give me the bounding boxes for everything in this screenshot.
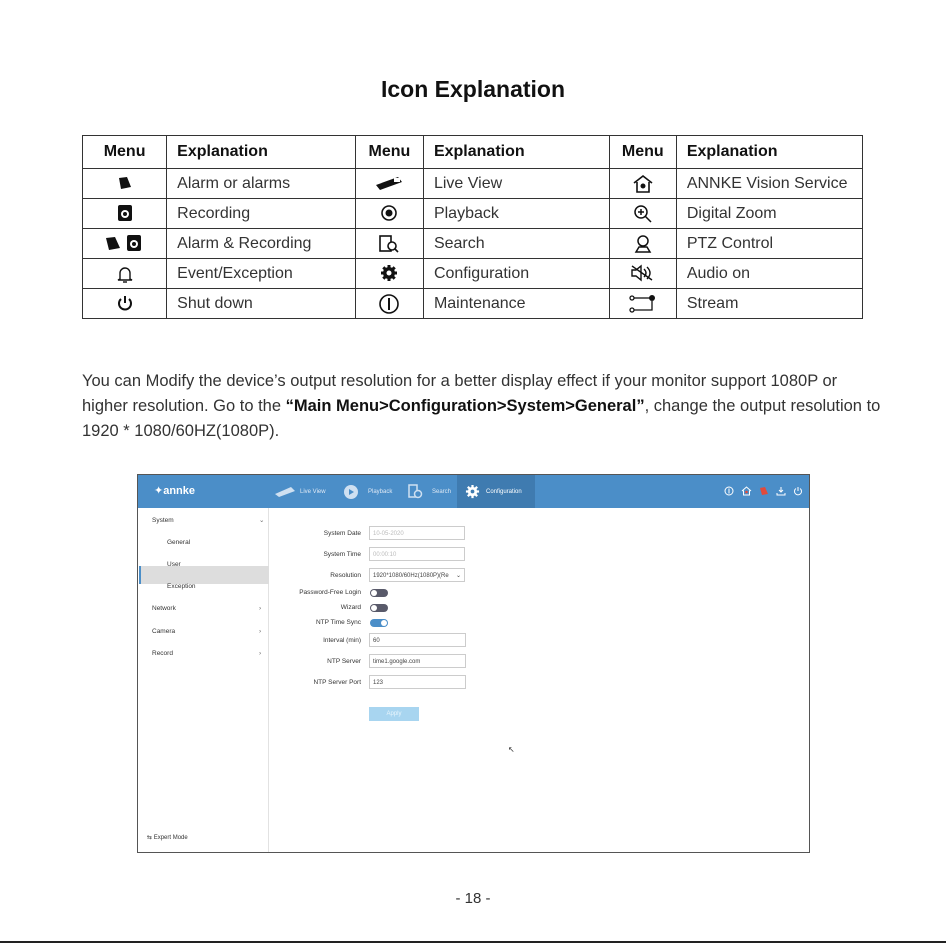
bell-alarm-icon xyxy=(83,169,167,199)
table-cell: Stream xyxy=(676,289,862,319)
maintenance-icon xyxy=(355,289,423,319)
mouse-cursor-icon: ↖ xyxy=(508,745,515,754)
header-explanation: Explanation xyxy=(167,136,356,169)
sidebar-item-network[interactable]: Network xyxy=(152,605,176,612)
paragraph-text: You can Modify the device’s output resolution for a better display effect if your monitor support 1080P or higher resolution. Go to the xyxy=(82,372,838,415)
power-icon xyxy=(83,289,167,319)
table-cell: Playback xyxy=(423,199,609,229)
ntp-time-sync-toggle[interactable] xyxy=(370,619,388,627)
home-service-icon xyxy=(609,169,676,199)
ptz-person-icon xyxy=(609,229,676,259)
resolution-value: 1920*1080/60Hz(1080P)(Re xyxy=(373,573,449,579)
sidebar-item-exception[interactable]: Exception xyxy=(167,583,196,590)
table-row xyxy=(83,229,863,259)
chevron-right-icon: › xyxy=(259,628,262,635)
table-cell: Event/Exception xyxy=(167,259,356,289)
page-number: - 18 - xyxy=(455,890,491,907)
camera-live-view-icon xyxy=(355,169,423,199)
instruction-paragraph xyxy=(82,369,882,444)
system-time-label: System Time xyxy=(323,551,361,558)
table-cell: PTZ Control xyxy=(676,229,862,259)
sidebar-item-record[interactable]: Record xyxy=(152,650,173,657)
stream-icon xyxy=(609,289,676,319)
ntp-time-sync-label: NTP Time Sync xyxy=(315,619,361,626)
interval-label: Interval (min) xyxy=(323,637,361,644)
header-explanation: Explanation xyxy=(423,136,609,169)
bottom-rule xyxy=(0,941,946,943)
table-cell: Alarm & Recording xyxy=(167,229,356,259)
gear-icon xyxy=(355,259,423,289)
password-free-login-toggle[interactable] xyxy=(370,589,388,597)
sidebar-item-user[interactable]: User xyxy=(167,561,181,568)
ntp-server-port-label: NTP Server Port xyxy=(313,679,361,686)
header-menu: Menu xyxy=(609,136,676,169)
resolution-select[interactable] xyxy=(369,568,465,582)
table-cell: Audio on xyxy=(676,259,862,289)
nav-label: Live View xyxy=(300,488,326,495)
table-cell: Live View xyxy=(423,169,609,199)
ntp-server-input[interactable]: time1.google.com xyxy=(369,654,466,668)
table-cell: Alarm or alarms xyxy=(167,169,356,199)
chevron-right-icon: › xyxy=(259,650,262,657)
event-bell-icon xyxy=(83,259,167,289)
table-cell: ANNKE Vision Service xyxy=(676,169,862,199)
chevron-down-icon: ⌄ xyxy=(259,517,265,524)
table-cell: Search xyxy=(423,229,609,259)
wizard-label: Wizard xyxy=(340,604,361,611)
expert-mode-label: Expert Mode xyxy=(153,835,188,841)
table-row xyxy=(83,289,863,319)
chevron-down-icon: ⌄ xyxy=(455,573,461,579)
ntp-server-label: NTP Server xyxy=(327,658,361,665)
table-cell: Maintenance xyxy=(423,289,609,319)
wizard-toggle[interactable] xyxy=(370,604,388,612)
nav-label: Playback xyxy=(368,488,393,495)
playback-icon xyxy=(355,199,423,229)
alarm-recording-icon xyxy=(83,229,167,259)
sidebar-item-general[interactable]: General xyxy=(167,539,191,546)
search-file-icon xyxy=(355,229,423,259)
recording-icon xyxy=(83,199,167,229)
table-cell: Recording xyxy=(167,199,356,229)
paragraph-text: , change the output resolution to 1920 * 1080/60HZ(1080P). xyxy=(82,397,881,440)
header-menu: Menu xyxy=(83,136,167,169)
menu-path: “Main Menu>Configuration>System>General” xyxy=(285,397,645,415)
nav-label: Configuration xyxy=(486,488,522,495)
table-cell: Configuration xyxy=(423,259,609,289)
icon-explanation-table xyxy=(82,135,863,319)
password-free-login-label: Password-Free Login xyxy=(299,589,361,596)
system-time-field[interactable]: 00:00:10 xyxy=(369,547,465,561)
sidebar-item-camera[interactable]: Camera xyxy=(152,628,176,635)
resolution-label: Resolution xyxy=(330,572,361,579)
ntp-server-port-input[interactable]: 123 xyxy=(369,675,466,689)
system-date-field[interactable]: 10-05-2020 xyxy=(369,526,465,540)
page-title: Icon Explanation xyxy=(380,76,566,102)
table-row xyxy=(83,259,863,289)
table-row xyxy=(83,199,863,229)
configuration-screenshot xyxy=(137,474,810,853)
sidebar-item-system[interactable]: System xyxy=(152,517,174,524)
header-menu: Menu xyxy=(355,136,423,169)
table-cell: Digital Zoom xyxy=(676,199,862,229)
general-settings-form xyxy=(138,475,809,852)
chevron-right-icon: › xyxy=(259,605,262,612)
interval-input[interactable]: 60 xyxy=(369,633,466,647)
expert-mode-toggle[interactable]: ⇆ Expert Mode xyxy=(147,835,188,841)
logo-text: annke xyxy=(163,485,196,497)
table-header-row xyxy=(83,136,863,169)
table-row xyxy=(83,169,863,199)
zoom-in-icon xyxy=(609,199,676,229)
apply-button[interactable]: Apply xyxy=(369,707,419,721)
annke-logo: ✦annke xyxy=(154,485,196,497)
audio-mute-icon xyxy=(609,259,676,289)
header-explanation: Explanation xyxy=(676,136,862,169)
table-cell: Shut down xyxy=(167,289,356,319)
system-date-label: System Date xyxy=(323,530,361,537)
nav-label: Search xyxy=(432,488,452,495)
